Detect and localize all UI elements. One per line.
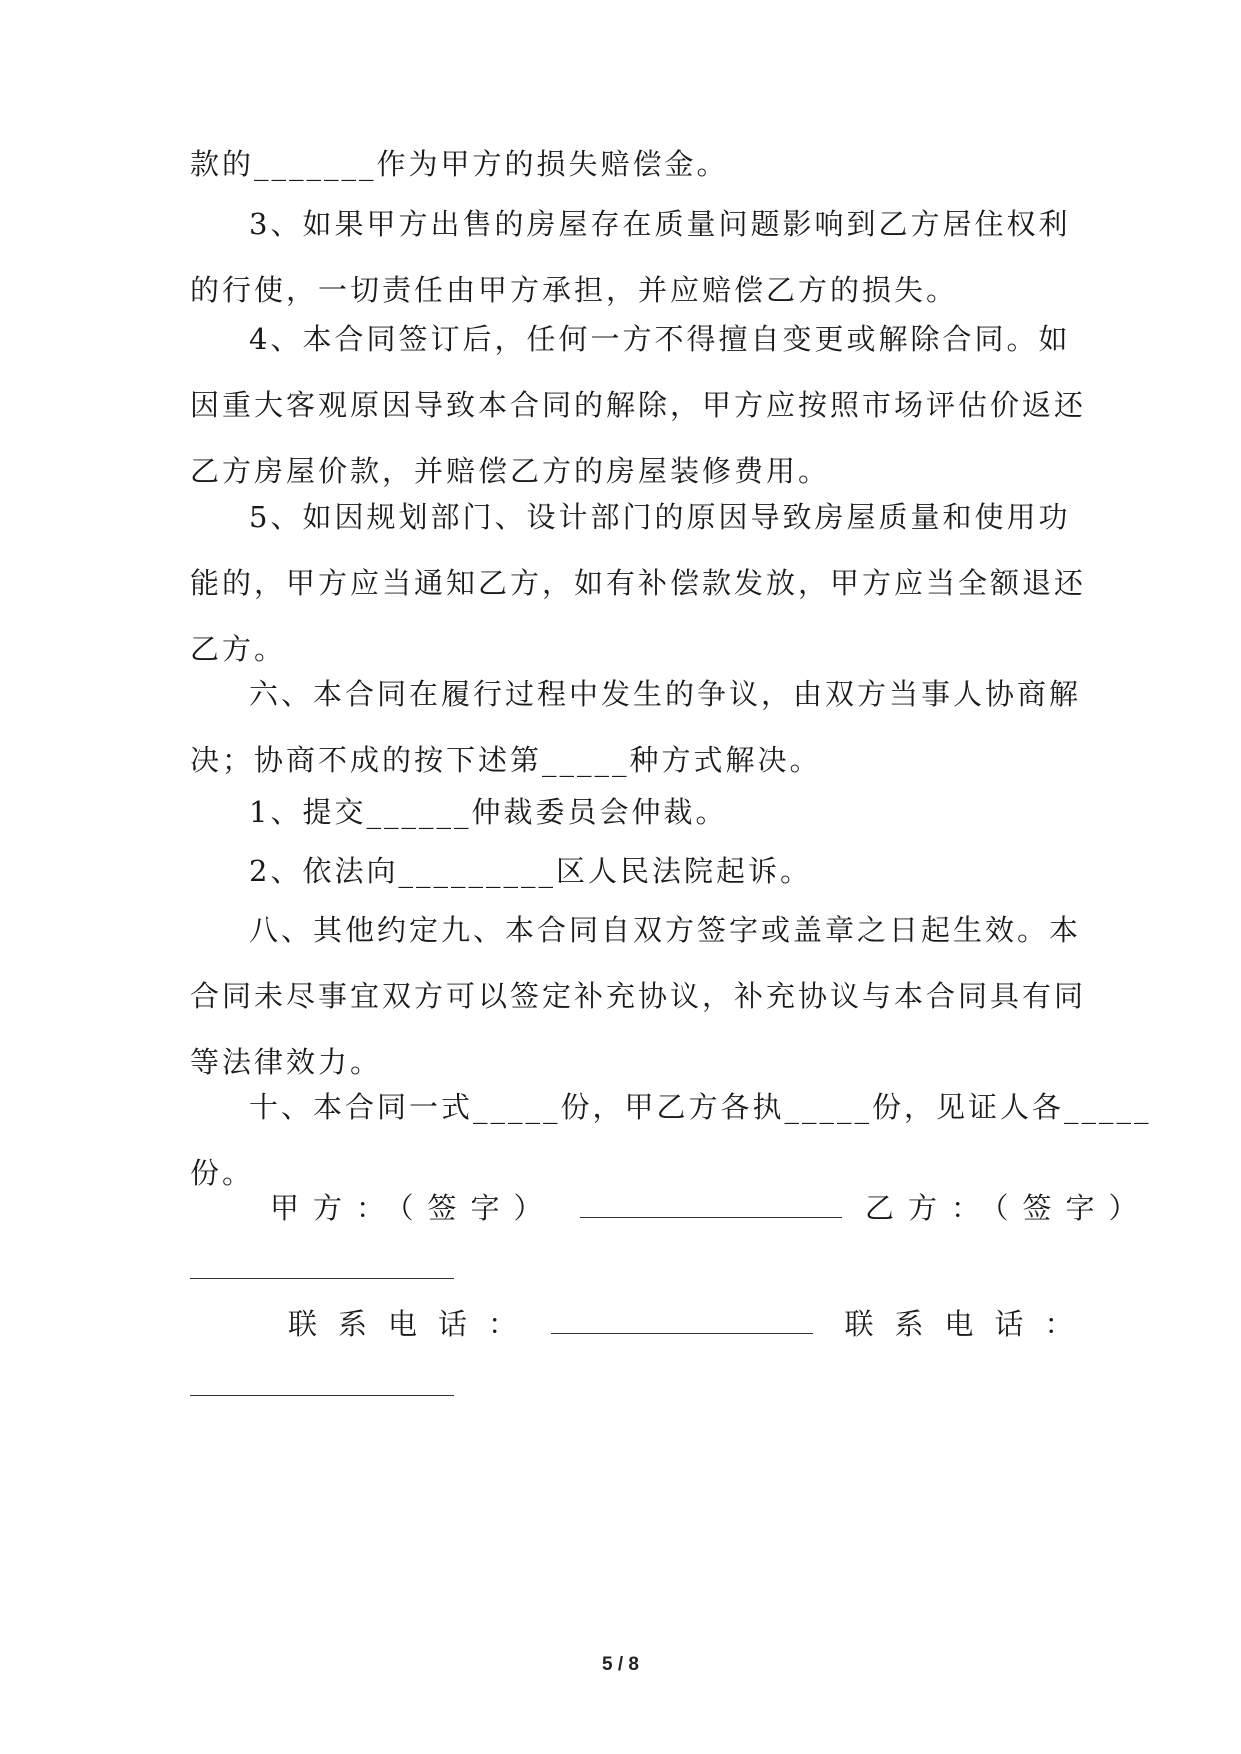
text-line: 决；协商不成的按下述第_____种方式解决。 bbox=[190, 743, 822, 777]
paragraph-compensation bbox=[190, 131, 1052, 197]
text-line: 八、其他约定九、本合同自双方签字或盖章之日起生效。本 bbox=[249, 913, 1082, 947]
paragraph-clause-5 bbox=[190, 484, 1087, 682]
paragraph-lawsuit bbox=[190, 838, 1052, 904]
paragraph-clause-4 bbox=[190, 306, 1087, 504]
phone-row bbox=[190, 1302, 1095, 1343]
text-line: 六、本合同在履行过程中发生的争议，由双方当事人协商解 bbox=[249, 677, 1082, 711]
page-number: 5 / 8 bbox=[602, 1654, 639, 1675]
text-line: 因重大客观原因导致本合同的解除，甲方应按照市场评估价返还 bbox=[190, 388, 1087, 422]
text-line: 5、如因规划部门、设计部门的原因导致房屋质量和使用功 bbox=[249, 500, 1071, 534]
text-line: 十、本合同一式_____份，甲乙方各执_____份，见证人各_____ bbox=[249, 1090, 1152, 1124]
text-line: 款的_______作为甲方的损失赔偿金。 bbox=[190, 147, 729, 181]
signature-row bbox=[190, 1186, 1152, 1227]
party-a-phone-label: 联系电话： bbox=[288, 1307, 539, 1341]
party-b-phone-line bbox=[190, 1395, 454, 1396]
party-a-signature-label: 甲方：（签字） bbox=[270, 1191, 557, 1225]
text-line: 乙方房屋价款，并赔偿乙方的房屋装修费用。 bbox=[190, 454, 831, 488]
text-line: 乙方。 bbox=[190, 632, 287, 666]
paragraph-section-8-9 bbox=[190, 897, 1087, 1095]
text-line: 的行使，一切责任由甲方承担，并应赔偿乙方的损失。 bbox=[190, 273, 959, 307]
party-a-signature-line bbox=[580, 1189, 842, 1218]
party-b-phone-label: 联系电话： bbox=[844, 1307, 1095, 1341]
party-b-signature-label: 乙方：（签字） bbox=[864, 1191, 1152, 1225]
text-line: 份。 bbox=[190, 1156, 255, 1190]
party-a-phone-line bbox=[551, 1305, 813, 1334]
text-line: 4、本合同签订后，任何一方不得擅自变更或解除合同。如 bbox=[249, 322, 1071, 356]
text-line: 1、提交______仲裁委员会仲裁。 bbox=[249, 795, 728, 829]
paragraph-section-6 bbox=[190, 661, 1082, 793]
text-line: 3、如果甲方出售的房屋存在质量问题影响到乙方居住权利 bbox=[249, 207, 1071, 241]
party-b-signature-line bbox=[190, 1278, 454, 1279]
text-line: 等法律效力。 bbox=[190, 1045, 383, 1079]
paragraph-clause-3 bbox=[190, 191, 1071, 323]
text-line: 能的，甲方应当通知乙方，如有补偿款发放，甲方应当全额退还 bbox=[190, 566, 1087, 600]
text-line: 合同未尽事宜双方可以签定补充协议，补充协议与本合同具有同 bbox=[190, 979, 1087, 1013]
text-line: 2、依法向_________区人民法院起诉。 bbox=[249, 854, 812, 888]
paragraph-arbitration bbox=[190, 779, 1052, 845]
